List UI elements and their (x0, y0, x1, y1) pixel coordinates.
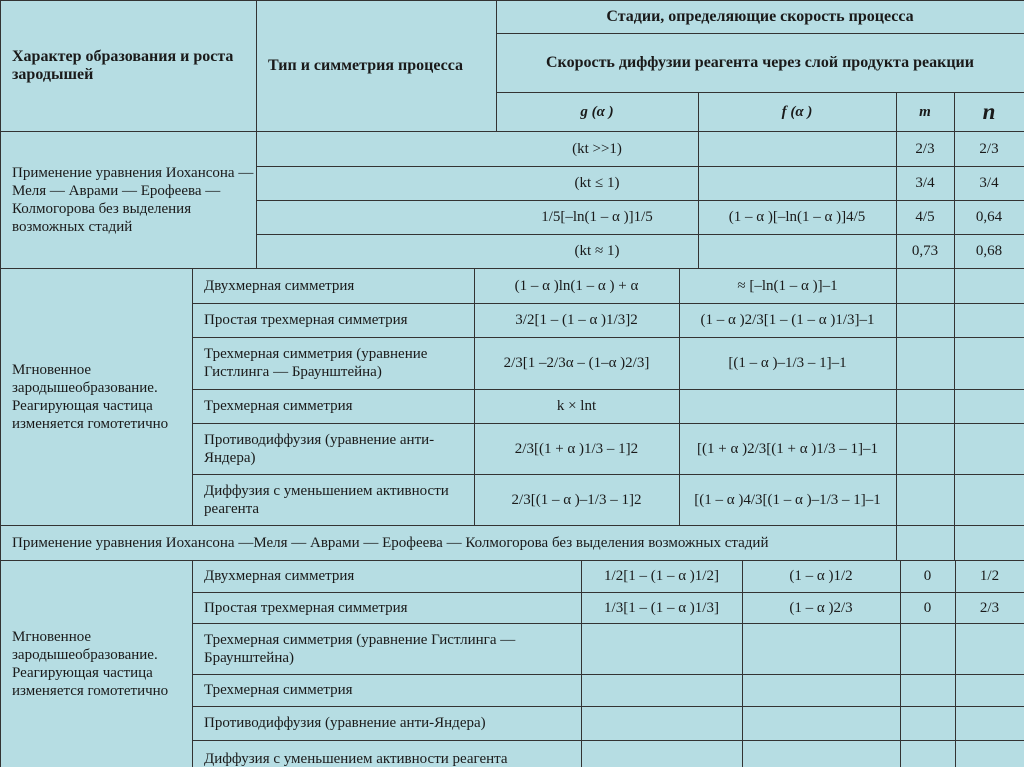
s2-row1-type: Двухмерная симметрия (204, 277, 355, 294)
s4-row3-type: Трехмерная симметрия (уравнение Гистлинга — Браунштейна) (204, 631, 516, 666)
s2-row5-type: Противодиффузия (уравнение анти-Яндера) (204, 431, 435, 466)
s4-row5-type: Противодиффузия (уравнение анти-Яндера) (204, 715, 486, 731)
s4-row1-n: 1/2 (979, 568, 1000, 584)
s4-row4-type: Трехмерная симметрия (204, 682, 353, 698)
s1-row3-f: (1 – α )[–ln(1 – α )]4/5 (728, 209, 866, 225)
s2-row6-g: 2/3[(1 – α )–1/3 – 1]2 (511, 491, 642, 508)
header-process-type: Тип и симметрия процесса (268, 56, 464, 74)
grid-line (896, 525, 897, 560)
s1-row4-n: 0,68 (975, 243, 1003, 259)
s2-row6-f: [(1 – α )4/3[(1 – α )–1/3 – 1]–1 (694, 491, 881, 508)
s4-row1-type: Двухмерная симметрия (204, 568, 355, 584)
s2-row1-g: (1 – α )ln(1 – α ) + α (514, 277, 639, 294)
s2-row5-g: 2/3[(1 + α )1/3 – 1]2 (514, 440, 639, 457)
s4-row1-f: (1 – α )1/2 (789, 568, 853, 584)
s4-row2-g: 1/3[1 – (1 – α )1/3] (604, 599, 719, 616)
s4-row1-g: 1/2[1 – (1 – α )1/2] (604, 568, 719, 584)
s1-row1-n: 2/3 (979, 140, 999, 157)
s1-row3-m: 4/5 (915, 209, 935, 225)
s2-row2-type: Простая трехмерная симметрия (204, 312, 408, 328)
section1-character: Применение уравнения Иохансона — Меля — Аврами — Ерофеева — Колмогорова без выделения возможных стадий (12, 164, 254, 235)
s2-row3-f: [(1 – α )–1/3 – 1]–1 (728, 355, 847, 371)
s2-row2-g: 3/2[1 – (1 – α )1/3]2 (515, 312, 638, 328)
section4-character: Мгновенное зародышеобразование. Реагирующая частица изменяется гомотетично (12, 628, 169, 699)
s1-row4-m: 0,73 (911, 243, 939, 259)
header-character: Характер образования и роста зародышей (12, 47, 234, 83)
s4-row2-n: 2/3 (979, 599, 1000, 616)
s2-row3-g: 2/3[1 –2/3α – (1–α )2/3] (503, 355, 650, 371)
header-diffusion: Скорость диффузии реагента через слой продукта реакции (546, 53, 974, 71)
s1-row2-g: (kt ≤ 1) (574, 175, 620, 191)
s4-row2-type: Простая трехмерная симметрия (204, 599, 408, 616)
header-f: f (α ) (781, 103, 813, 120)
header-g: g (α ) (580, 103, 614, 120)
section3-text: Применение уравнения Иохансона —Меля — Аврами — Ерофеева — Колмогорова без выделения возможных стадий (12, 534, 769, 551)
s2-row4-type: Трехмерная симметрия (204, 398, 353, 414)
s1-row2-m: 3/4 (915, 175, 935, 191)
section2-character: Мгновенное зародышеобразование. Реагирующая частица изменяется гомотетично (12, 361, 169, 432)
s4-row1-m: 0 (923, 568, 932, 584)
s4-row6-type: Диффузия с уменьшением активности реагента (204, 751, 508, 767)
s1-row3-n: 0,64 (975, 209, 1003, 225)
header-n: n (982, 98, 996, 124)
s2-row3-type: Трехмерная симметрия (уравнение Гистлинга — Браунштейна) (204, 346, 428, 380)
s2-row4-g: k × lnt (556, 398, 597, 414)
s1-row2-n: 3/4 (979, 175, 999, 191)
header-stages: Стадии, определяющие скорость процесса (606, 7, 914, 25)
s1-row1-g: (kt >>1) (572, 140, 622, 157)
s2-row1-f: ≈ [–ln(1 – α )]–1 (737, 277, 838, 294)
s4-row2-m: 0 (923, 599, 932, 616)
s4-row2-f: (1 – α )2/3 (789, 599, 853, 616)
s1-row4-g: (kt ≈ 1) (574, 243, 620, 259)
s1-row1-m: 2/3 (915, 140, 935, 157)
s1-row3-g: 1/5[–ln(1 – α )]1/5 (541, 209, 653, 225)
header-m: m (919, 103, 931, 120)
s2-row2-f: (1 – α )2/3[1 – (1 – α )1/3]–1 (700, 312, 875, 328)
s2-row5-f: [(1 + α )2/3[(1 + α )1/3 – 1]–1 (697, 440, 878, 457)
s2-row6-type: Диффузия с уменьшением активности реагента (204, 482, 449, 517)
